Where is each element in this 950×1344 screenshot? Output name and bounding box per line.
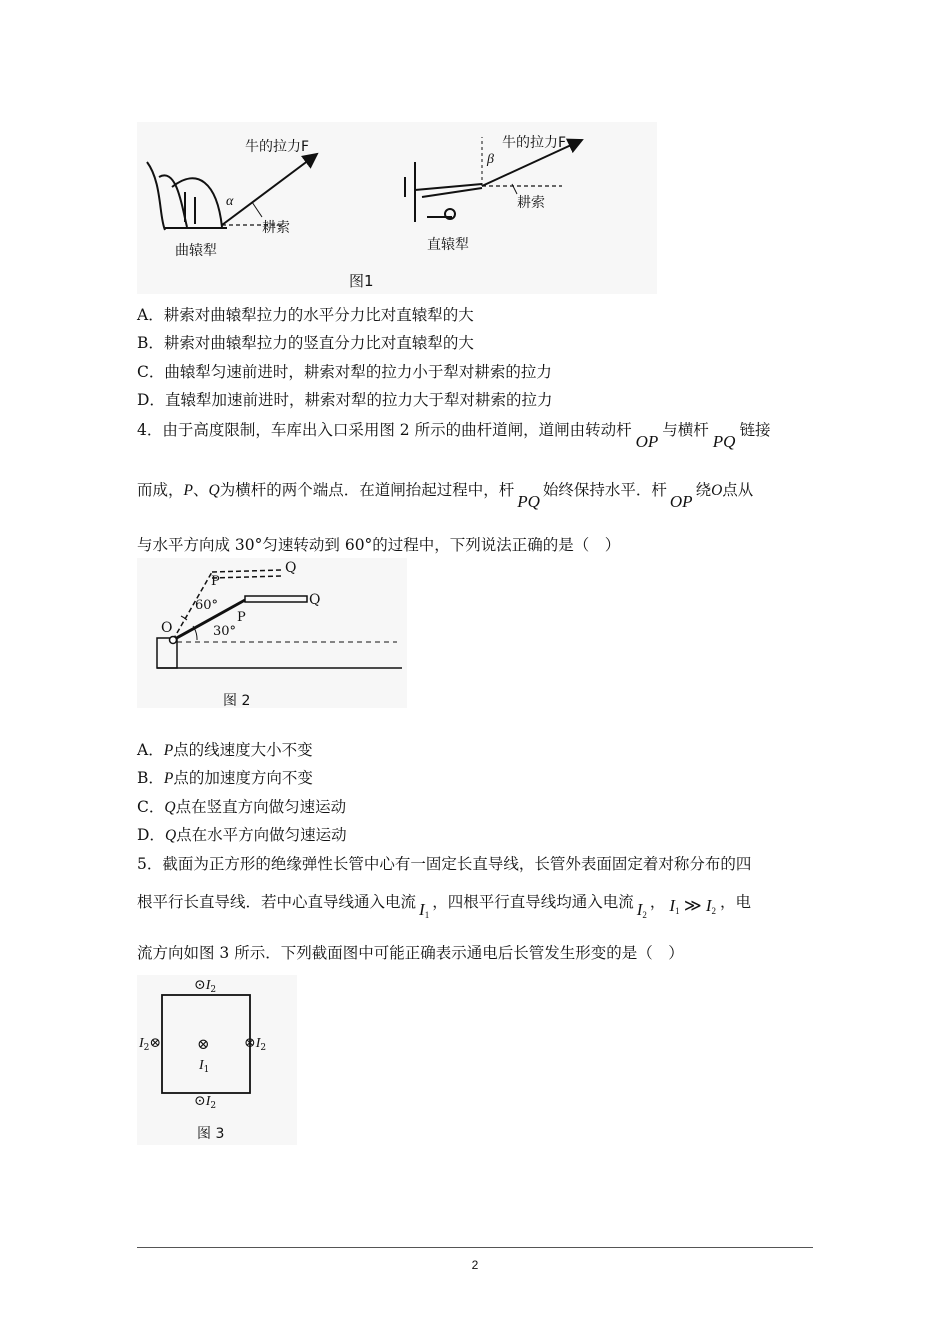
figure-3-top-wire: $⊙I_2$: [194, 977, 217, 995]
q5-line-2: 根平行长直导线．若中心直导线通入电流 $I_1$，四根平行直导线均通入电流 $I_2$， $I_1$ ≫ $I_2$ ，电: [137, 893, 752, 920]
page-number: 2: [471, 1258, 479, 1272]
figure-2-caption: 图 2: [223, 693, 251, 709]
straight-plow-rope-label: 耕索: [517, 195, 545, 211]
q4-option-c: C．Q点在竖直方向做匀速运动: [137, 798, 347, 816]
q4-option-a: A．P点的线速度大小不变: [137, 741, 313, 759]
q5-line-3: 流方向如图 3 所示．下列截面图中可能正确表示通电后长管发生形变的是（ ）: [137, 944, 684, 962]
figure-3-left-wire: $I_2\otimes$: [139, 1035, 162, 1053]
figure-1: [137, 122, 657, 294]
straight-plow-name: 直辕犁: [427, 237, 469, 253]
figure-2: [137, 558, 407, 708]
straight-plow-angle-label: β: [487, 152, 494, 167]
q4-option-d: D．Q点在水平方向做匀速运动: [137, 826, 347, 844]
q4-line-1: 4．由于高度限制，车库出入口采用图 2 所示的曲杆道闸，道闸由转动杆OP与横杆PQ链接: [137, 421, 771, 451]
figure-2-label-q-top: Q: [285, 560, 297, 576]
straight-plow-drawing: [405, 162, 482, 222]
q3-option-a: A．耕索对曲辕犁拉力的水平分力比对直辕犁的大: [137, 306, 474, 324]
figure-3-right-wire: $\otimes I_2$: [244, 1035, 267, 1053]
curved-plow-force-label: 牛的拉力F: [245, 139, 310, 155]
figure-3-center-wire: ⊗: [197, 1035, 210, 1053]
q4-line-3: 与水平方向成 30°匀速转动到 60°的过程中，下列说法正确的是（ ）: [137, 536, 621, 554]
q4-line-2: 而成，P、Q为横杆的两个端点．在道闸抬起过程中，杆PQ始终保持水平．杆OP绕O点从: [137, 481, 754, 511]
figure-2-label-o: O: [161, 620, 173, 636]
figure-1-drawing: [137, 122, 657, 294]
figure-2-label-q-bottom: Q: [309, 592, 321, 608]
q3-option-b: B．耕索对曲辕犁拉力的竖直分力比对直辕犁的大: [137, 334, 474, 352]
figure-3-center-label: $I_1$: [199, 1058, 210, 1075]
curved-plow-angle-label: α: [226, 194, 234, 209]
figure-2-angle-60: 60°: [195, 598, 219, 613]
curved-plow-name: 曲辕犁: [175, 243, 217, 259]
figure-2-angle-30: 30°: [213, 624, 237, 639]
q3-option-d: D．直辕犁加速前进时，耕索对犁的拉力大于犁对耕索的拉力: [137, 391, 553, 409]
q3-option-c: C．曲辕犁匀速前进时，耕索对犁的拉力小于犁对耕索的拉力: [137, 363, 552, 381]
figure-2-label-p-top: P: [211, 574, 220, 589]
curved-plow-rope-label: 耕索: [262, 220, 290, 236]
figure-1-caption: 图1: [349, 272, 374, 290]
figure-2-label-p-bottom: P: [237, 610, 246, 625]
figure-3-bottom-wire: $⊙I_2$: [194, 1093, 217, 1111]
figure-2-drawing: [137, 558, 407, 683]
figure-3-caption: 图 3: [197, 1126, 225, 1142]
straight-plow-force-label: 牛的拉力F: [502, 135, 567, 151]
curved-plow-drawing: [147, 162, 227, 230]
footer-rule: [137, 1247, 813, 1248]
figure-3: [137, 975, 297, 1145]
q5-line-1: 5．截面为正方形的绝缘弹性长管中心有一固定长直导线，长管外表面固定着对称分布的四: [137, 855, 752, 873]
q4-option-b: B．P点的加速度方向不变: [137, 769, 313, 787]
